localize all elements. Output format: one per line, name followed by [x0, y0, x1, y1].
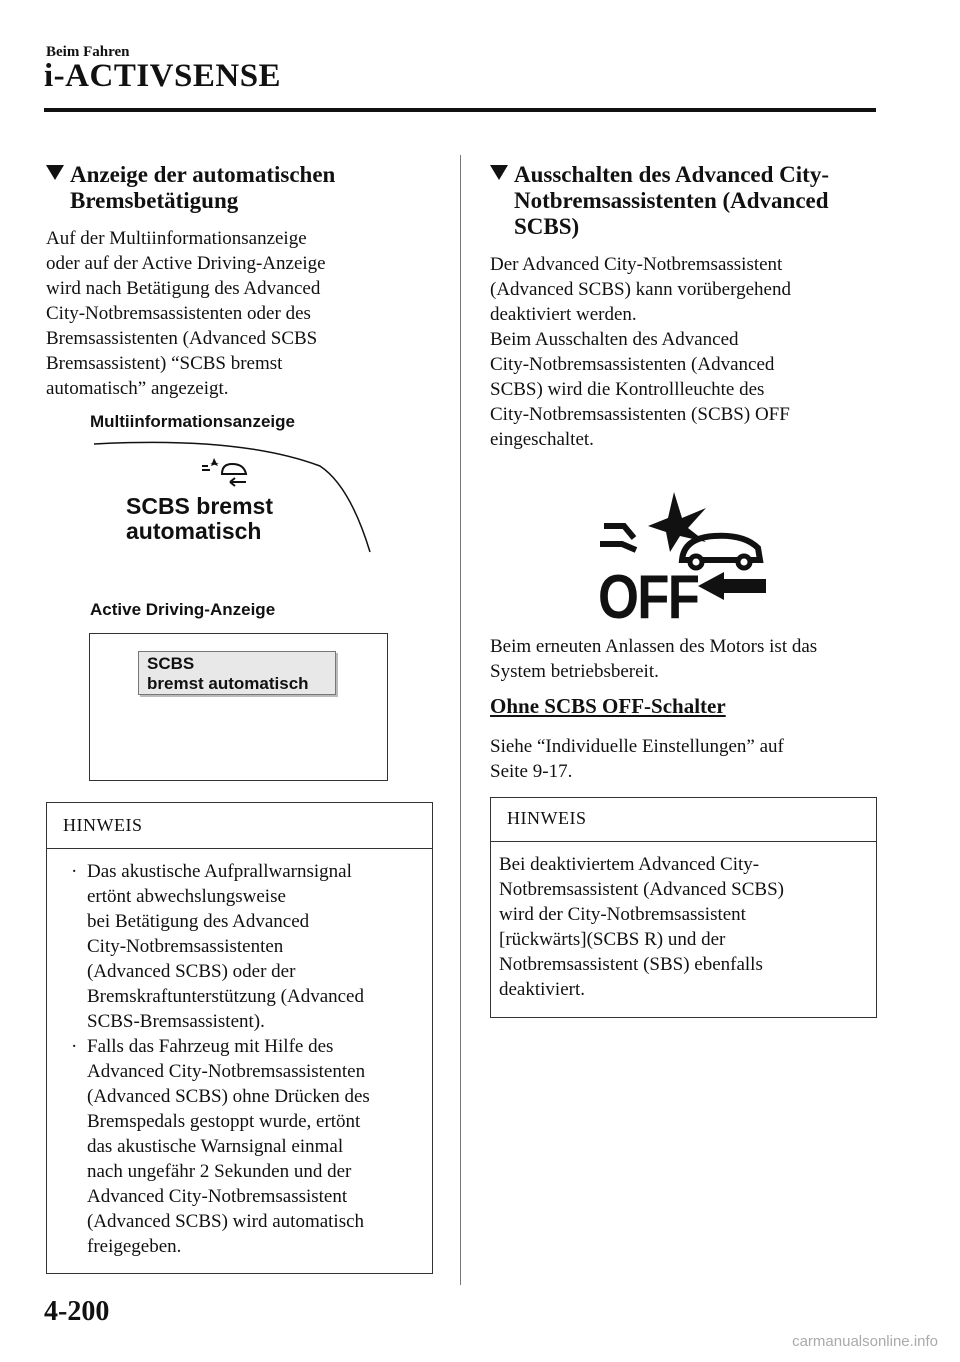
right-heading: Ausschalten des Advanced City- Notbremsassistenten (Advanced SCBS)	[490, 162, 880, 240]
section-title: Beim Fahren	[46, 44, 130, 60]
right-paragraph-2: Beim erneuten Anlassen des Motors ist das System betriebsbereit.	[490, 636, 818, 682]
brake-assist-icon	[202, 458, 246, 486]
note-item: · Das akustische Aufprallwarnsignal ertönt abwechslungsweise bei Betätigung des Advanced City-Notbremsassistenten (Advanced SCBS) oder der Bremskraftunterstützung (Advanced SCBS-Bremsassistent).	[63, 859, 424, 1034]
chapter-title: i-ACTIVSENSE	[44, 58, 282, 94]
note-title: HINWEIS	[63, 815, 143, 835]
column-divider	[460, 155, 461, 1285]
note-box-left	[46, 802, 433, 1274]
active-driving-message: SCBS bremst automatisch	[138, 651, 336, 695]
triangle-marker-icon	[490, 165, 508, 180]
note-title: HINWEIS	[507, 808, 587, 828]
off-label: OFF	[598, 563, 699, 632]
right-paragraph-3: Siehe “Individuelle Einstellungen” auf Seite 9-17.	[490, 736, 784, 782]
watermark: carmanualsonline.info	[792, 1333, 938, 1350]
multiinfo-message: SCBS bremst automatisch	[126, 493, 273, 544]
right-paragraph: Der Advanced City-Notbremsassistent (Advanced SCBS) kann vorübergehend deaktiviert werden. Beim Ausschalten des Advanced City-Notbremsassistenten (Advanced SCBS) wird die Kontrollleuchte des City-Notbremsassistenten (SCBS) OFF eingeschaltet.	[490, 254, 791, 450]
note-item: · Falls das Fahrzeug mit Hilfe des Advanced City-Notbremsassistenten (Advanced SCBS) ohne Drücken des Bremspedals gestoppt wurde, ertönt das akustische Warnsignal einmal nach ungefähr 2 Sekunden und der Advanced City-Notbremsassistent (Advanced SCBS) wird automatisch freigegeben.	[63, 1034, 424, 1259]
figure-label-active-driving: Active Driving-Anzeige	[90, 600, 276, 619]
note-body: Bei deaktiviertem Advanced City- Notbremsassistent (Advanced SCBS) wird der City-Notbremsassistent [rückwärts](SCBS R) und der Notbremsassistent (SBS) ebenfalls deaktiviert.	[499, 854, 784, 1000]
figure-label-multiinfo: Multiinformationsanzeige	[90, 412, 295, 431]
left-heading: Anzeige der automatischen Bremsbetätigung	[46, 162, 436, 214]
note-box-right	[490, 797, 877, 1018]
left-paragraph: Auf der Multiinformationsanzeige oder auf der Active Driving-Anzeige wird nach Betätigung des Advanced City-Notbremsassistenten oder des Bremsassistenten (Advanced SCBS Bremsassistent) “SCBS bremst automatisch” angezeigt.	[46, 228, 326, 399]
page-number: 4-200	[44, 1296, 110, 1327]
header-rule	[44, 108, 876, 112]
subheading: Ohne SCBS OFF-Schalter	[490, 694, 726, 718]
note-list	[47, 849, 432, 1259]
triangle-marker-icon	[46, 165, 64, 180]
